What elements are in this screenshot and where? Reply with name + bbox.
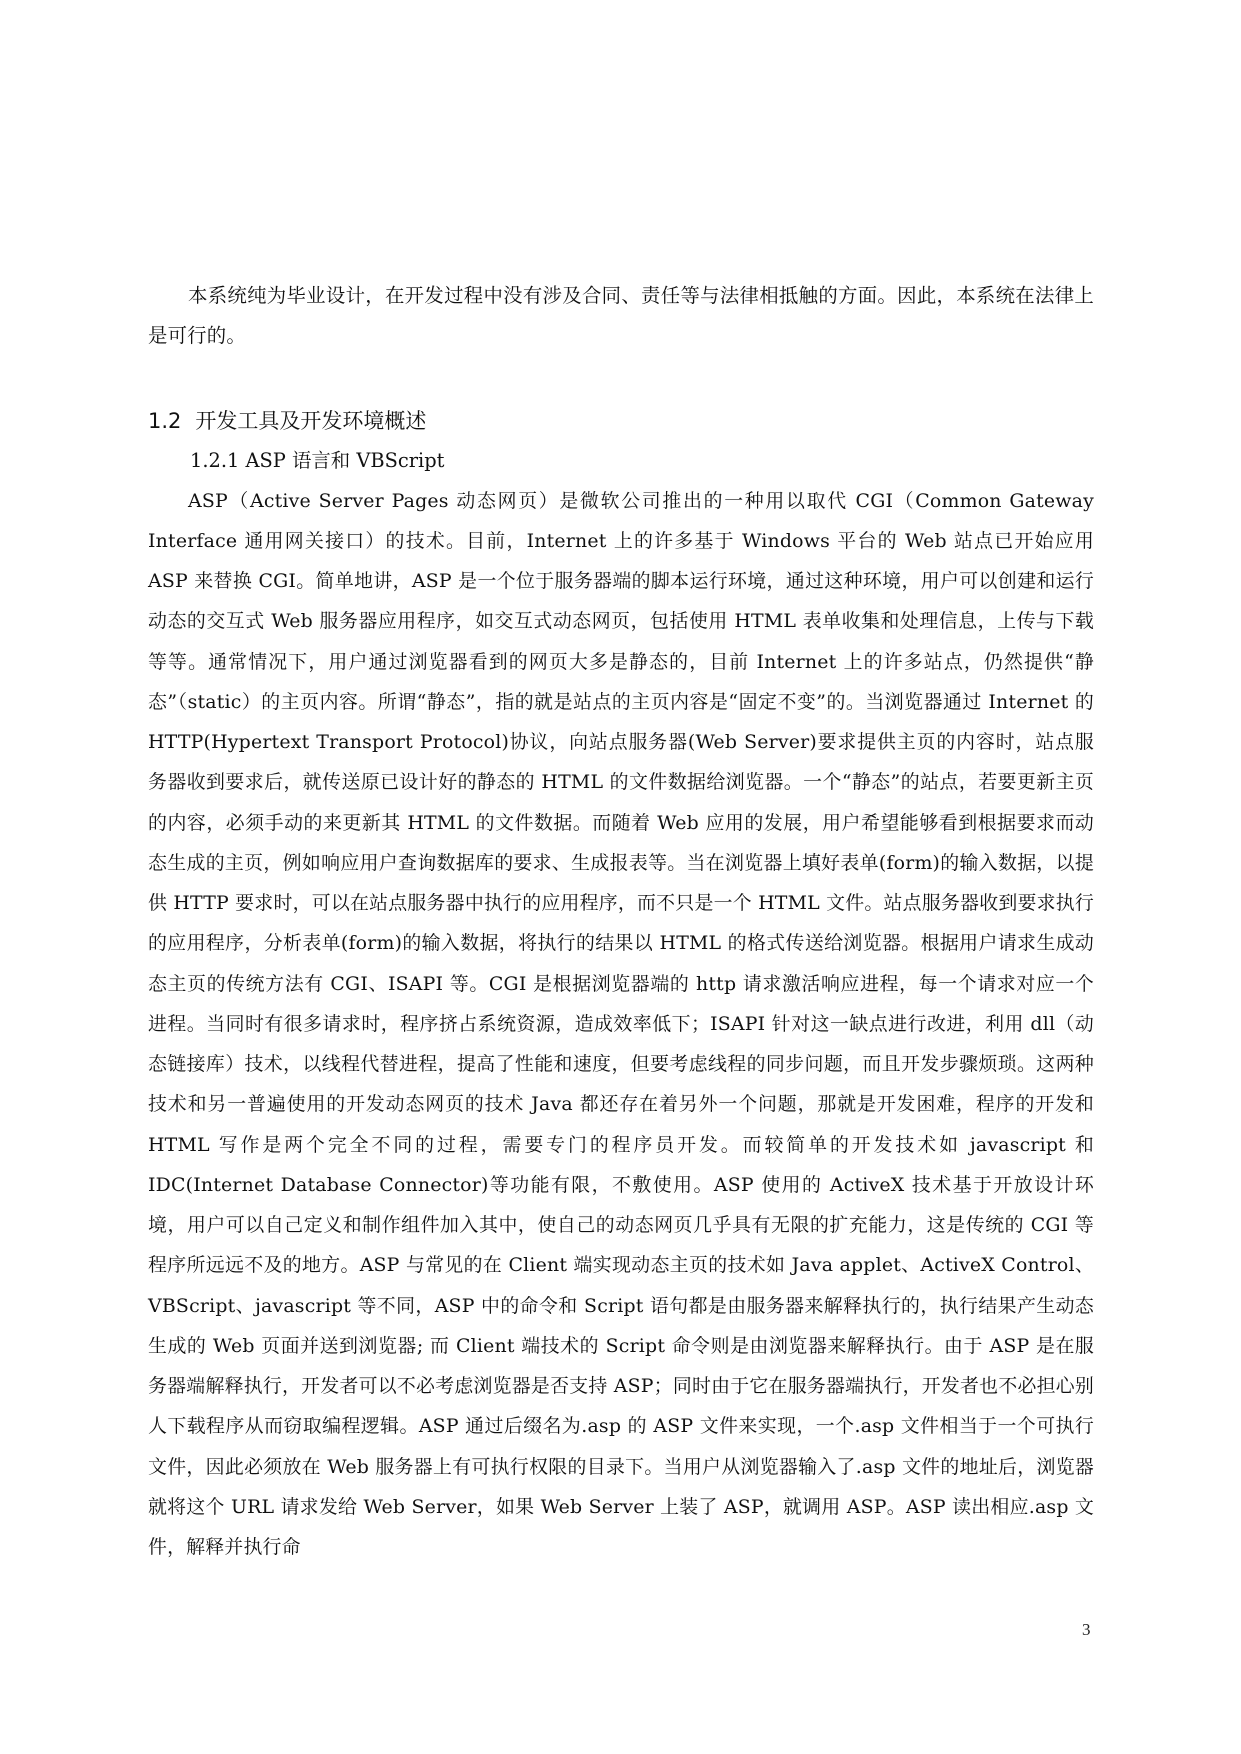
body-paragraph: ASP（Active Server Pages 动态网页）是微软公司推出的一种用以取代 CGI（Common Gateway Interface 通用网关接口）的技术。目前，Internet 上的许多基于 Windows 平台的 Web 站点已开始应用 ASP 来替换 CGI。简单地讲，ASP 是一个位于服务器端的脚本运行环境，通过这种环境，用户可以创建和运行动态的交互式 Web 服务器应用程序，如交互式动态网页，包括使用 HTML 表单收集和处理信息，上传与下载等等。通常情况下，用户通过浏览器看到的网页大多是静态的，目前 Internet 上的许多站点，仍然提供“静态”（static）的主页内容。所谓“静态”，指的就是站点的主页内容是“固定不变”的。当浏览器通过 Internet 的 HTTP(Hypertext Transport Protocol)协议，向站点服务器(Web Server)要求提供主页的内容时，站点服务器收到要求后，就传送原已设计好的静态的 HTML 的文件数据给浏览器。一个“静态”的站点，若要更新主页的内容，必须手动的来更新其 HTML 的文件数据。而随着 Web 应用的发展，用户希望能够看到根据要求而动态生成的主页，例如响应用户查询数据库的要求、生成报表等。当在浏览器上填好表单(form)的输入数据，以提供 HTTP 要求时，可以在站点服务器中执行的应用程序，而不只是一个 HTML 文件。站点服务器收到要求执行的应用程序，分析表单(form)的输入数据，将执行的结果以 HTML 的格式传送给浏览器。根据用户请求生成动态主页的传统方法有 CGI、ISAPI 等。CGI 是根据浏览器端的 http 请求激活响应进程，每一个请求对应一个进程。当同时有很多请求时，程序挤占系统资源，造成效率低下；ISAPI 针对这一缺点进行改进，利用 dll（动态链接库）技术，以线程代替进程，提高了性能和速度，但要考虑线程的同步问题，而且开发步骤烦琐。这两种技术和另一普遍使用的开发动态网页的技术 Java 都还存在着另外一个问题，那就是开发困难，程序的开发和 HTML 写作是两个完全不同的过程，需要专门的程序员开发。而较简单的开发技术如 javascript 和 IDC(Internet Database Connector)等功能有限，不敷使用。ASP 使用的 ActiveX 技术基于开放设计环境，用户可以自己定义和制作组件加入其中，使自己的动态网页几乎具有无限的扩充能力，这是传统的 CGI 等程序所远远不及的地方。ASP 与常见的在 Client 端实现动态主页的技术如 Java applet、ActiveX Control、VBScript、javascript 等不同，ASP 中的命令和 Script 语句都是由服务器来解释执行的，执行结果产生动态生成的 Web 页面并送到浏览器; 而 Client 端技术的 Script 命令则是由浏览器来解释执行。由于 ASP 是在服务器端解释执行，开发者可以不必考虑浏览器是否支持 ASP；同时由于它在服务器端执行，开发者也不必担心别人下载程序从而窃取编程逻辑。ASP 通过后缀名为.asp 的 ASP 文件来实现，一个.asp 文件相当于一个可执行文件，因此必须放在 Web 服务器上有可执行权限的目录下。当用户从浏览器输入了.asp 文件的地址后，浏览器就将这个 URL 请求发给 Web Server，如果 Web Server 上装了 ASP，就调用 ASP。ASP 读出相应.asp 文件，解释并执行命 — [148, 489, 1094, 1559]
page-number: 3 — [1082, 1620, 1091, 1639]
section-number: 1.2 — [148, 408, 182, 433]
section-heading — [148, 401, 1094, 441]
section-title: 开发工具及开发环境概述 — [195, 408, 427, 433]
page-content — [148, 276, 1094, 1567]
intro-paragraph: 本系统纯为毕业设计，在开发过程中没有涉及合同、责任等与法律相抵触的方面。因此，本系统在法律上是可行的。 — [148, 284, 1094, 348]
subsection-heading: 1.2.1 ASP 语言和 VBScript — [190, 448, 445, 472]
